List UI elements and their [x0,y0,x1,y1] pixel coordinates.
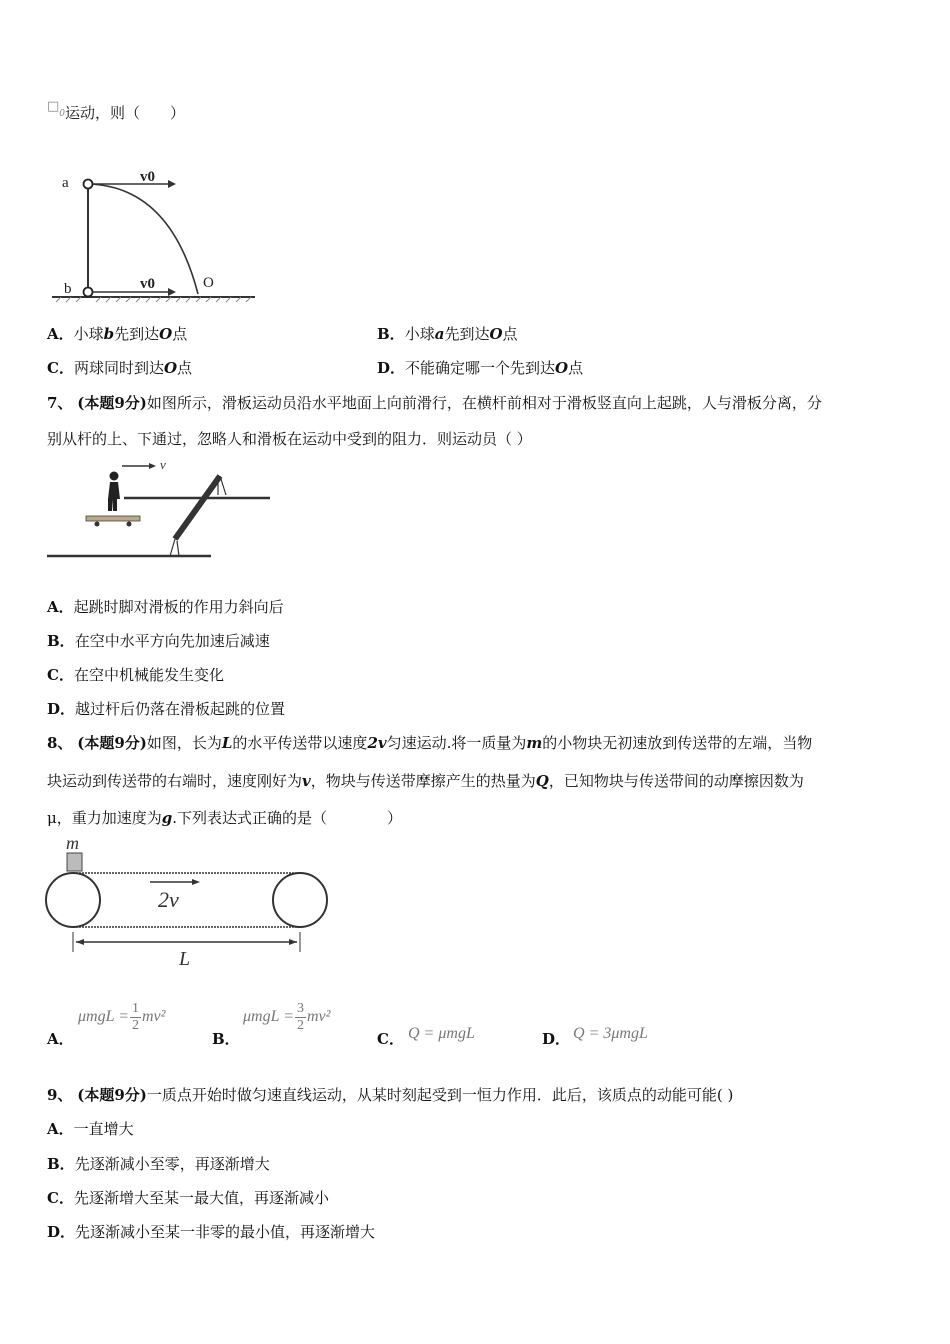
q6-stem: $□_0$运动，则（ ） [47,99,186,122]
q6-option-b[interactable]: B．小球a先到达O点 [377,325,518,343]
q9-option-d[interactable]: D．先逐渐减小至某一非零的最小值，再逐渐增大 [47,1223,376,1241]
q7-stem-line1: 7、 (本题9分)如图所示，滑板运动员沿水平地面上向前滑行，在横杆前相对于滑板竖直向上起跳，人与滑板分离，分 [47,394,822,412]
q8-stem-line3: μ，重力加速度为g.下列表达式正确的是（ ） [47,809,403,827]
ball-b [84,288,93,297]
q8-option-d-expr[interactable]: Q = 3μmgL [573,1025,648,1042]
q8-option-d-letter[interactable]: D． [542,1030,571,1048]
label-b: b [64,281,72,297]
q6-figure [50,160,260,305]
q7-option-c[interactable]: C．在空中机械能发生变化 [47,666,224,684]
q8-option-c-expr[interactable]: Q = μmgL [408,1025,475,1042]
q9-stem: 9、 (本题9分)一质点开始时做匀速直线运动，从某时刻起受到一恒力作用．此后，该质点的动能可能( ) [47,1086,734,1104]
q9-option-c[interactable]: C．先逐渐增大至某一最大值，再逐渐减小 [47,1189,329,1207]
q7-stem-line2: 别从杆的上、下通过，忽略人和滑板在运动中受到的阻力．则运动员（ ） [47,430,532,448]
q9-option-a[interactable]: A．一直增大 [47,1120,134,1138]
label-v0-top: v0 [140,169,155,185]
q6-option-a[interactable]: A．小球b先到达O点 [47,325,188,343]
q8-stem-line1: 8、 (本题9分)如图，长为L的水平传送带以速度2v匀速运动.将一质量为m的小物块无初速放到传送带的左端，当物 [47,734,813,752]
q7-option-a[interactable]: A．起跳时脚对滑板的作用力斜向后 [47,598,284,616]
q8-option-a-expr[interactable]: μmgL = $\frac{1}{2}$ mv² [78,1001,166,1033]
label-L: L [179,948,191,970]
label-o: O [203,275,214,291]
missing-glyph: □ [47,99,60,114]
q6-option-d[interactable]: D．不能确定哪一个先到达O点 [377,359,584,377]
label-v: v [160,457,166,472]
label-a: a [62,175,69,191]
ball-a [84,180,93,189]
q7-figure [46,455,276,563]
q7-option-d[interactable]: D．越过杆后仍落在滑板起跳的位置 [47,700,286,718]
q8-stem-line2: 块运动到传送带的右端时，速度刚好为v，物块与传送带摩擦产生的热量为Q，已知物块与传送带间的动摩擦因数为 [47,772,804,790]
q7-option-b[interactable]: B．在空中水平方向先加速后减速 [47,632,270,650]
label-m: m [66,833,79,853]
q8-figure [40,832,335,972]
q6-option-c[interactable]: C．两球同时到达O点 [47,359,193,377]
q8-option-b-expr[interactable]: μmgL = $\frac{3}{2}$ mv² [243,1001,331,1033]
q9-option-b[interactable]: B．先逐渐减小至零，再逐渐增大 [47,1155,270,1173]
q8-option-c-letter[interactable]: C． [377,1030,404,1048]
label-2v: 2v [158,887,179,912]
q8-option-a-letter[interactable]: A． [47,1030,74,1048]
label-v0-bottom: v0 [140,276,155,292]
q8-option-b-letter[interactable]: B． [212,1030,240,1048]
